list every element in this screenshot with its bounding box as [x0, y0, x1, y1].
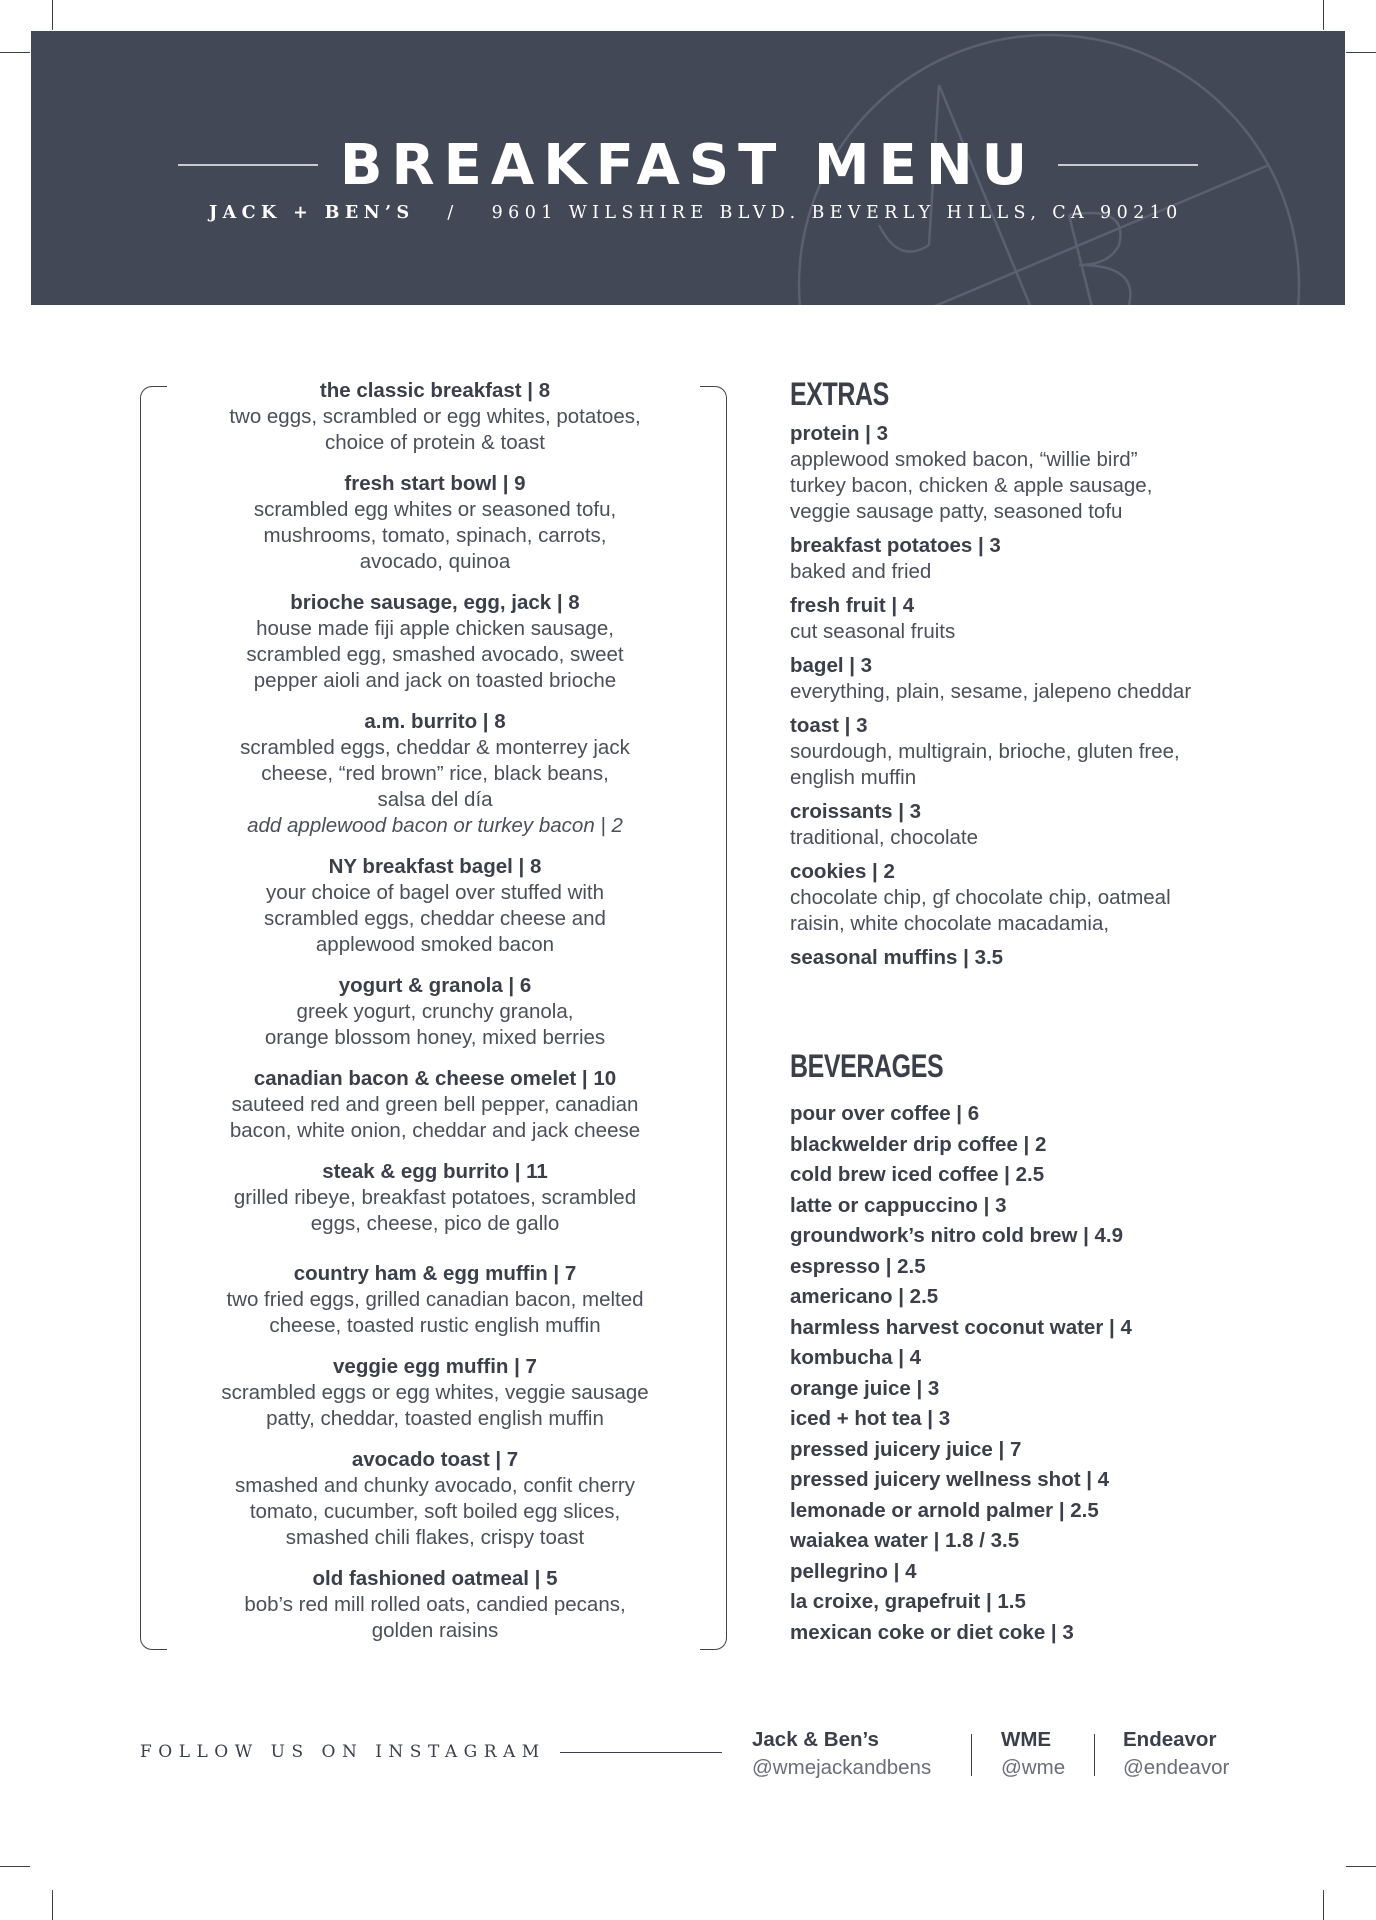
extra-item — [790, 713, 1191, 791]
menu-bracket-right — [700, 386, 727, 1650]
beverage-item: harmless harvest coconut water | 4 — [790, 1315, 1132, 1339]
social-account-handle[interactable]: @wmejackandbens — [752, 1756, 932, 1779]
beverage-item: americano | 2.5 — [790, 1285, 939, 1308]
social-account[interactable] — [1123, 1726, 1229, 1782]
menu-item-name: canadian bacon & cheese omelet | 10 — [253, 1067, 617, 1090]
menu-item — [170, 1066, 700, 1144]
crop-mark — [1323, 1890, 1324, 1920]
beverage-item: iced + hot tea | 3 — [790, 1407, 951, 1430]
menu-item-desc: smashed and chunky avocado, confit cherry tomato, cucumber, soft boiled egg slices, smashed chili flakes, crispy toast — [235, 1474, 635, 1549]
extra-item-desc: baked and fried — [790, 560, 932, 583]
extra-item — [790, 533, 1191, 585]
menu-item-desc: scrambled eggs or egg whites, veggie sausage patty, cheddar, toasted english muffin — [221, 1381, 649, 1430]
beverage-item: cold brew iced coffee | 2.5 — [790, 1163, 1045, 1186]
crop-mark — [1346, 1866, 1376, 1867]
main-menu — [170, 378, 700, 1659]
beverage-item: espresso | 2.5 — [790, 1254, 926, 1278]
beverage-item: pour over coffee | 6 — [790, 1102, 980, 1125]
menu-item — [170, 471, 700, 575]
menu-bracket-left — [140, 386, 167, 1650]
footer-divider — [1094, 1734, 1095, 1776]
beverage-item: lemonade or arnold palmer | 2.5 — [790, 1498, 1099, 1522]
menu-item-name: avocado toast | 7 — [351, 1448, 519, 1471]
extra-item-desc: chocolate chip, gf chocolate chip, oatmeal raisin, white chocolate macadamia, — [790, 886, 1171, 935]
crop-mark — [0, 1866, 30, 1867]
menu-item-desc: scrambled eggs, cheddar & monterrey jack cheese, “red brown” rice, black beans, salsa del día — [240, 736, 630, 811]
extra-item-name: seasonal muffins | 3.5 — [790, 946, 1004, 969]
beverage-item: orange juice | 3 — [790, 1376, 940, 1400]
extra-item-name: bagel | 3 — [790, 654, 873, 677]
menu-item-name: country ham & egg muffin | 7 — [293, 1262, 577, 1285]
extra-item-desc: sourdough, multigrain, brioche, gluten free, english muffin — [790, 740, 1180, 789]
title-row — [31, 125, 1345, 205]
social-account-handle[interactable]: @wme — [1001, 1756, 1066, 1779]
menu-item-name: NY breakfast bagel | 8 — [328, 855, 542, 878]
social-account-handle[interactable]: @endeavor — [1123, 1756, 1230, 1779]
beverage-item: latte or cappuccino | 3 — [790, 1193, 1007, 1217]
extra-item-desc: applewood smoked bacon, “willie bird” turkey bacon, chicken & apple sausage, veggie sausage patty, seasoned tofu — [790, 448, 1153, 523]
extra-item — [790, 593, 1191, 645]
footer-divider — [971, 1734, 972, 1776]
menu-item — [170, 854, 700, 958]
menu-item — [170, 973, 700, 1051]
extra-item — [790, 859, 1191, 937]
menu-item-name: the classic breakfast | 8 — [319, 379, 551, 402]
header-banner — [31, 31, 1345, 305]
extra-item-desc: cut seasonal fruits — [790, 620, 956, 643]
extra-item-name: croissants | 3 — [790, 800, 922, 823]
social-account-name: Endeavor — [1123, 1728, 1217, 1751]
subtitle-separator: / — [447, 203, 459, 223]
menu-item-desc: sauteed red and green bell pepper, canadian bacon, white onion, cheddar and jack cheese — [229, 1093, 641, 1142]
extra-item — [790, 653, 1191, 705]
extras-title: EXTRAS — [790, 376, 889, 412]
address: 9601 WILSHIRE BLVD. BEVERLY HILLS, CA 90210 — [491, 203, 1183, 223]
crop-mark — [1346, 52, 1376, 53]
menu-item-desc: your choice of bagel over stuffed with scrambled eggs, cheddar cheese and applewood smoked bacon — [264, 881, 606, 956]
extra-item — [790, 799, 1191, 851]
crop-mark — [52, 0, 53, 30]
menu-item-desc: scrambled egg whites or seasoned tofu, mushrooms, tomato, spinach, carrots, avocado, quinoa — [253, 498, 617, 573]
menu-item-name: brioche sausage, egg, jack | 8 — [290, 591, 580, 614]
beverage-item: mexican coke or diet coke | 3 — [790, 1620, 1074, 1644]
crop-mark — [52, 1890, 53, 1920]
menu-item-desc: two fried eggs, grilled canadian bacon, melted cheese, toasted rustic english muffin — [226, 1288, 644, 1337]
beverage-item: pellegrino | 4 — [790, 1559, 917, 1583]
extra-item-name: protein | 3 — [790, 422, 888, 445]
menu-item — [170, 1159, 700, 1237]
extra-item-name: breakfast potatoes | 3 — [790, 534, 1001, 557]
beverage-item: waiakea water | 1.8 / 3.5 — [790, 1529, 1020, 1552]
menu-item-desc: bob’s red mill rolled oats, candied pecans, golden raisins — [244, 1593, 626, 1642]
extras-section — [790, 376, 1191, 979]
extra-item — [790, 421, 1191, 525]
menu-item-name: a.m. burrito | 8 — [364, 710, 506, 733]
menu-item — [170, 709, 700, 839]
subtitle — [209, 203, 1209, 223]
extra-item — [790, 945, 1191, 971]
social-account[interactable] — [752, 1726, 931, 1782]
title-rule-right — [1058, 164, 1198, 166]
beverage-item: blackwelder drip coffee | 2 — [790, 1132, 1047, 1156]
social-account-name: Jack & Ben’s — [752, 1728, 879, 1751]
footer-rule — [560, 1752, 722, 1753]
menu-item-name: veggie egg muffin | 7 — [333, 1355, 537, 1378]
menu-item — [170, 1447, 700, 1551]
extra-item-desc: everything, plain, sesame, jalepeno cheddar — [790, 680, 1192, 703]
menu-item — [170, 378, 700, 456]
menu-item-name: old fashioned oatmeal | 5 — [312, 1567, 558, 1590]
extra-item-desc: traditional, chocolate — [790, 826, 979, 849]
menu-item-name: fresh start bowl | 9 — [344, 472, 526, 495]
menu-item — [170, 1566, 700, 1644]
beverage-item: pressed juicery wellness shot | 4 — [790, 1468, 1110, 1491]
social-account[interactable] — [1001, 1726, 1065, 1782]
menu-item — [170, 1261, 700, 1339]
menu-item — [170, 1354, 700, 1432]
title-rule-left — [178, 164, 318, 166]
beverage-item: kombucha | 4 — [790, 1346, 922, 1369]
menu-item-desc: grilled ribeye, breakfast potatoes, scrambled eggs, cheese, pico de gallo — [233, 1186, 637, 1235]
menu-item-name: steak & egg burrito | 11 — [322, 1160, 548, 1183]
menu-item-desc: greek yogurt, crunchy granola, orange blossom honey, mixed berries — [264, 1000, 606, 1049]
crop-mark — [0, 52, 30, 53]
menu-item-desc: house made fiji apple chicken sausage, scrambled egg, smashed avocado, sweet pepper aioli and jack on toasted brioche — [246, 617, 624, 692]
menu-item-name: yogurt & granola | 6 — [338, 974, 532, 997]
extra-item-name: fresh fruit | 4 — [790, 594, 915, 617]
brand-name: JACK + BEN’S — [209, 203, 415, 223]
menu-item-desc: two eggs, scrambled or egg whites, potatoes, choice of protein & toast — [229, 405, 641, 454]
page-title: BREAKFAST MENU — [339, 132, 1037, 198]
beverage-item: groundwork’s nitro cold brew | 4.9 — [790, 1224, 1124, 1247]
beverage-item: pressed juicery juice | 7 — [790, 1437, 1022, 1461]
extra-item-name: cookies | 2 — [790, 860, 895, 883]
beverages-title: BEVERAGES — [790, 1048, 944, 1084]
menu-item — [170, 590, 700, 694]
crop-mark — [1323, 0, 1324, 30]
follow-us-label: FOLLOW US ON INSTAGRAM — [140, 1742, 546, 1762]
extra-item-name: toast | 3 — [790, 714, 868, 737]
menu-item-addon: add applewood bacon or turkey bacon | 2 — [247, 814, 623, 837]
social-account-name: WME — [1001, 1728, 1052, 1751]
beverages-section — [790, 1048, 1132, 1648]
beverage-item: la croixe, grapefruit | 1.5 — [790, 1590, 1026, 1613]
